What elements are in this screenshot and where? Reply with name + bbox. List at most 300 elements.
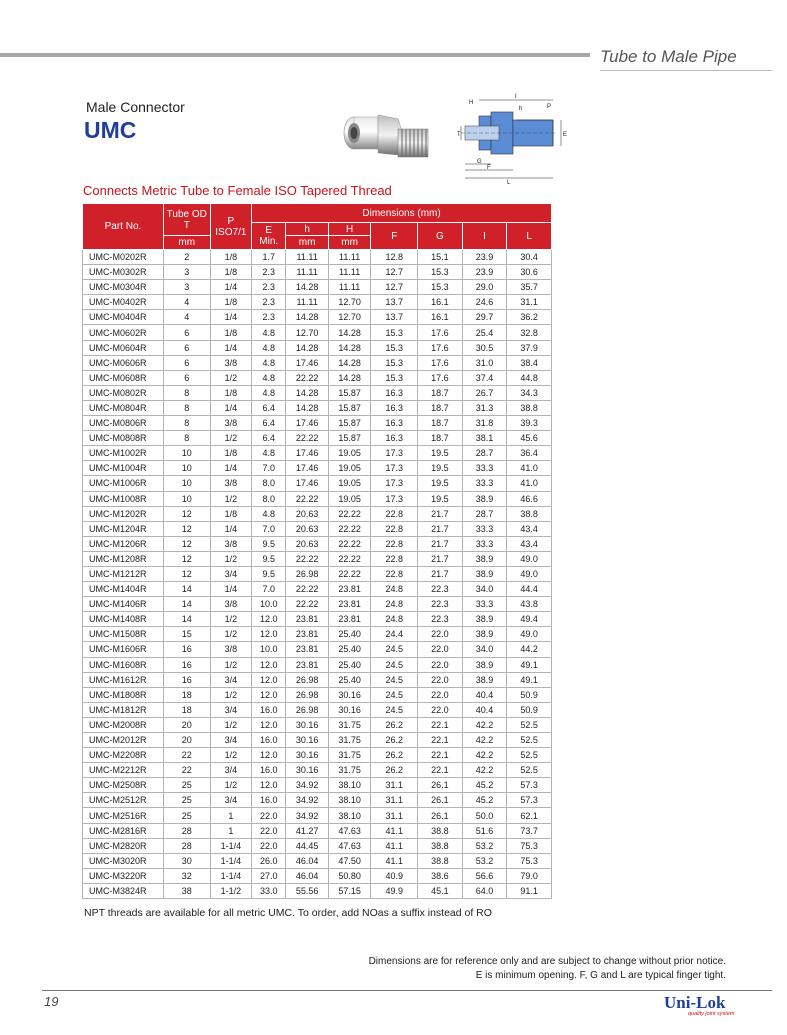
table-cell: 22.1 [418, 733, 463, 748]
table-cell: 38.8 [507, 506, 552, 521]
table-cell: 24.8 [371, 597, 418, 612]
table-cell: 17.6 [418, 370, 463, 385]
table-cell: 12.0 [252, 672, 286, 687]
table-cell: 3/8 [210, 597, 252, 612]
table-cell: 12.7 [371, 265, 418, 280]
table-cell: 12.0 [252, 627, 286, 642]
table-cell: 4.8 [252, 370, 286, 385]
table-cell: 32 [163, 868, 210, 883]
header-l: L [507, 223, 552, 250]
table-cell: UMC-M1004R [83, 461, 164, 476]
drawing-label-i: I [515, 94, 517, 100]
table-cell: 14.28 [328, 340, 371, 355]
table-cell: 35.7 [507, 280, 552, 295]
table-row [83, 566, 552, 581]
table-cell: 18.7 [418, 385, 463, 400]
table-cell: 6 [163, 355, 210, 370]
table-cell: UMC-M1202R [83, 506, 164, 521]
drawing-label-g: G [477, 159, 482, 165]
table-cell: 38.6 [418, 868, 463, 883]
table-cell: 8 [163, 385, 210, 400]
table-cell: 26.1 [418, 793, 463, 808]
header-tube-t: T [183, 219, 190, 231]
table-cell: 38.4 [507, 355, 552, 370]
table-cell: 28 [163, 823, 210, 838]
table-cell: 22.3 [418, 597, 463, 612]
table-cell: UMC-M1404R [83, 582, 164, 597]
table-cell: 4 [163, 310, 210, 325]
table-cell: 22.22 [286, 582, 329, 597]
table-cell: 19.5 [418, 446, 463, 461]
table-cell: 19.5 [418, 461, 463, 476]
table-cell: 1/2 [210, 657, 252, 672]
table-cell: 31.3 [462, 400, 507, 415]
table-cell: 41.1 [371, 823, 418, 838]
table-cell: 8 [163, 400, 210, 415]
table-cell: 1/2 [210, 778, 252, 793]
table-cell: UMC-M0202R [83, 250, 164, 265]
table-cell: 21.7 [418, 566, 463, 581]
table-row [83, 597, 552, 612]
table-row [83, 265, 552, 280]
table-cell: 16.3 [371, 416, 418, 431]
table-cell: 31.0 [462, 355, 507, 370]
table-cell: 1/4 [210, 521, 252, 536]
table-cell: UMC-M0404R [83, 310, 164, 325]
table-cell: 14.28 [286, 385, 329, 400]
table-cell: 44.8 [507, 370, 552, 385]
table-cell: 22.22 [328, 506, 371, 521]
table-cell: 22.22 [328, 521, 371, 536]
table-cell: 1/4 [210, 582, 252, 597]
table-cell: 14.28 [286, 400, 329, 415]
table-cell: 24.5 [371, 672, 418, 687]
table-cell: UMC-M0806R [83, 416, 164, 431]
table-cell: 42.2 [462, 717, 507, 732]
table-cell: 3/8 [210, 642, 252, 657]
table-cell: 79.0 [507, 868, 552, 883]
table-cell: 3 [163, 280, 210, 295]
table-cell: UMC-M0302R [83, 265, 164, 280]
table-cell: 3/4 [210, 763, 252, 778]
table-row [83, 627, 552, 642]
table-cell: 1/2 [210, 627, 252, 642]
table-row [83, 717, 552, 732]
table-cell: 22.3 [418, 612, 463, 627]
table-cell: 6 [163, 340, 210, 355]
table-cell: 49.1 [507, 657, 552, 672]
table-cell: UMC-M0304R [83, 280, 164, 295]
table-cell: 26.98 [286, 702, 329, 717]
table-cell: 14.28 [328, 370, 371, 385]
table-row [83, 250, 552, 265]
table-row [83, 310, 552, 325]
table-cell: 64.0 [462, 883, 507, 898]
table-cell: 49.1 [507, 672, 552, 687]
table-cell: 11.11 [328, 280, 371, 295]
table-cell: 24.5 [371, 687, 418, 702]
table-cell: 10.0 [252, 597, 286, 612]
table-cell: 11.11 [328, 265, 371, 280]
table-cell: 17.46 [286, 446, 329, 461]
header-h-big: H [328, 223, 371, 236]
table-cell: 16.1 [418, 310, 463, 325]
table-cell: UMC-M3824R [83, 883, 164, 898]
table-cell: 1/2 [210, 370, 252, 385]
table-cell: 6 [163, 325, 210, 340]
table-cell: 34.92 [286, 808, 329, 823]
table-cell: 45.1 [418, 883, 463, 898]
table-cell: 4.8 [252, 355, 286, 370]
table-cell: 25 [163, 793, 210, 808]
table-cell: 4.8 [252, 446, 286, 461]
table-cell: 28.7 [462, 446, 507, 461]
table-cell: 37.4 [462, 370, 507, 385]
table-cell: 17.6 [418, 325, 463, 340]
table-cell: 25 [163, 778, 210, 793]
table-cell: 24.8 [371, 612, 418, 627]
table-cell: 2.3 [252, 265, 286, 280]
table-row [83, 355, 552, 370]
table-cell: 33.3 [462, 597, 507, 612]
table-cell: 16 [163, 672, 210, 687]
table-cell: UMC-M1208R [83, 551, 164, 566]
table-cell: UMC-M1606R [83, 642, 164, 657]
table-cell: 1/2 [210, 717, 252, 732]
table-cell: 21.7 [418, 536, 463, 551]
table-cell: 49.0 [507, 566, 552, 581]
table-cell: 34.0 [462, 582, 507, 597]
table-cell: 1/4 [210, 340, 252, 355]
table-cell: 19.05 [328, 491, 371, 506]
table-cell: 25.40 [328, 627, 371, 642]
header-g: G [418, 223, 463, 250]
table-cell: 45.2 [462, 778, 507, 793]
table-cell: 1/2 [210, 551, 252, 566]
table-cell: 51.6 [462, 823, 507, 838]
header-p-label: P [227, 215, 235, 227]
table-cell: 41.1 [371, 853, 418, 868]
table-cell: 30.16 [286, 763, 329, 778]
brand-tagline: quality joint system [688, 1011, 735, 1017]
table-cell: UMC-M0402R [83, 295, 164, 310]
table-row [83, 476, 552, 491]
table-cell: UMC-M1508R [83, 627, 164, 642]
table-cell: 30.16 [328, 702, 371, 717]
table-cell: 30.6 [507, 265, 552, 280]
table-cell: 29.0 [462, 280, 507, 295]
table-cell: 12.0 [252, 778, 286, 793]
table-cell: 15.87 [328, 385, 371, 400]
table-cell: 13.7 [371, 310, 418, 325]
table-cell: 12 [163, 536, 210, 551]
table-cell: 22.1 [418, 763, 463, 778]
table-cell: 18.7 [418, 416, 463, 431]
footer-disclaimer: Dimensions are for reference only and are subject to change without prior notice. [368, 956, 726, 967]
table-cell: 16.0 [252, 702, 286, 717]
table-cell: 1/2 [210, 687, 252, 702]
table-cell: 41.27 [286, 823, 329, 838]
table-cell: 56.6 [462, 868, 507, 883]
table-cell: 38.9 [462, 551, 507, 566]
drawing-label-f: F [487, 165, 491, 171]
table-cell: 12.0 [252, 717, 286, 732]
table-cell: 22 [163, 763, 210, 778]
table-cell: 49.0 [507, 627, 552, 642]
table-cell: 12.0 [252, 612, 286, 627]
table-cell: 22.1 [418, 748, 463, 763]
table-cell: 22.22 [286, 370, 329, 385]
table-cell: 11.11 [328, 250, 371, 265]
table-cell: UMC-M1008R [83, 491, 164, 506]
drawing-label-h2: h [519, 106, 523, 112]
table-cell: UMC-M1006R [83, 476, 164, 491]
table-row [83, 521, 552, 536]
table-cell: 20.63 [286, 521, 329, 536]
table-cell: 41.0 [507, 476, 552, 491]
table-cell: 18.7 [418, 431, 463, 446]
table-cell: 18 [163, 687, 210, 702]
table-cell: 22.0 [252, 808, 286, 823]
table-cell: 19.05 [328, 461, 371, 476]
table-cell: 6 [163, 370, 210, 385]
header-dimensions: Dimensions (mm) [252, 204, 552, 223]
table-cell: 31.8 [462, 416, 507, 431]
table-cell: 22.0 [418, 642, 463, 657]
table-row [83, 340, 552, 355]
table-cell: UMC-M2516R [83, 808, 164, 823]
table-cell: 38.8 [418, 823, 463, 838]
table-cell: 23.81 [286, 612, 329, 627]
table-row [83, 431, 552, 446]
table-cell: 8.0 [252, 476, 286, 491]
table-cell: 38.10 [328, 793, 371, 808]
table-cell: 45.2 [462, 793, 507, 808]
table-row [83, 838, 552, 853]
table-cell: 9.5 [252, 536, 286, 551]
drawing-label-l: L [507, 180, 511, 186]
table-cell: 50.9 [507, 687, 552, 702]
footer-minimum-note: E is minimum opening. F, G and L are typical finger tight. [475, 970, 726, 981]
table-cell: 38.1 [462, 431, 507, 446]
table-row [83, 853, 552, 868]
table-cell: 6.4 [252, 416, 286, 431]
table-cell: 4.8 [252, 506, 286, 521]
table-cell: UMC-M1808R [83, 687, 164, 702]
table-cell: UMC-M0608R [83, 370, 164, 385]
table-cell: 22 [163, 748, 210, 763]
table-cell: 22.3 [418, 582, 463, 597]
table-cell: 42.2 [462, 733, 507, 748]
table-cell: UMC-M1206R [83, 536, 164, 551]
table-body [83, 250, 552, 899]
table-cell: 15.87 [328, 431, 371, 446]
table-cell: 47.63 [328, 838, 371, 853]
table-cell: 22.0 [418, 672, 463, 687]
table-cell: 3/8 [210, 355, 252, 370]
drawing-label-e: E [563, 132, 568, 138]
table-cell: 16.0 [252, 733, 286, 748]
table-cell: 24.8 [371, 582, 418, 597]
table-cell: 46.04 [286, 868, 329, 883]
table-cell: 15.3 [418, 265, 463, 280]
table-cell: 12.0 [252, 687, 286, 702]
table-cell: 19.5 [418, 491, 463, 506]
table-cell: 52.5 [507, 748, 552, 763]
table-cell: 21.7 [418, 551, 463, 566]
table-cell: 38 [163, 883, 210, 898]
table-cell: 15.3 [371, 325, 418, 340]
table-cell: 17.46 [286, 416, 329, 431]
table-cell: 43.4 [507, 536, 552, 551]
table-cell: 19.05 [328, 446, 371, 461]
table-cell: 33.3 [462, 461, 507, 476]
table-cell: 57.15 [328, 883, 371, 898]
brand-logo: Uni-Lok [664, 993, 726, 1012]
table-row [83, 491, 552, 506]
table-cell: 31.1 [371, 778, 418, 793]
table-cell: 17.3 [371, 476, 418, 491]
table-cell: 1-1/2 [210, 883, 252, 898]
table-cell: 12.0 [252, 657, 286, 672]
table-cell: 20.63 [286, 506, 329, 521]
table-cell: 22.0 [418, 702, 463, 717]
table-row [83, 370, 552, 385]
table-cell: UMC-M1408R [83, 612, 164, 627]
header-e [252, 223, 286, 250]
table-cell: 34.0 [462, 642, 507, 657]
table-cell: 39.3 [507, 416, 552, 431]
table-cell: 38.9 [462, 612, 507, 627]
table-cell: 47.50 [328, 853, 371, 868]
header-h-small: h [286, 223, 329, 236]
table-cell: 6.4 [252, 431, 286, 446]
table-cell: 34.3 [507, 385, 552, 400]
table-cell: 3/4 [210, 733, 252, 748]
table-cell: 1/2 [210, 491, 252, 506]
table-cell: 31.75 [328, 748, 371, 763]
table-cell: 22.8 [371, 536, 418, 551]
table-cell: UMC-M2820R [83, 838, 164, 853]
table-cell: 53.2 [462, 838, 507, 853]
table-cell: 22.22 [286, 491, 329, 506]
table-cell: 3/4 [210, 793, 252, 808]
table-cell: 3 [163, 265, 210, 280]
table-cell: 14.28 [328, 355, 371, 370]
header-rule [0, 53, 590, 57]
table-cell: UMC-M1406R [83, 597, 164, 612]
table-cell: 15.3 [371, 370, 418, 385]
table-cell: 1 [210, 808, 252, 823]
table-cell: 26.98 [286, 566, 329, 581]
table-cell: UMC-M0802R [83, 385, 164, 400]
header-mm-h-big: mm [328, 236, 371, 250]
table-cell: 1-1/4 [210, 838, 252, 853]
table-cell: UMC-M1002R [83, 446, 164, 461]
table-cell: 40.9 [371, 868, 418, 883]
product-code: UMC [84, 117, 137, 143]
table-cell: 33.3 [462, 536, 507, 551]
table-cell: 53.2 [462, 853, 507, 868]
table-cell: 38.10 [328, 778, 371, 793]
header-part-no: Part No. [83, 204, 164, 250]
table-cell: 73.7 [507, 823, 552, 838]
table-cell: 38.9 [462, 627, 507, 642]
table-cell: 41.1 [371, 838, 418, 853]
table-cell: 21.7 [418, 521, 463, 536]
table-cell: 23.81 [286, 627, 329, 642]
product-photo [336, 105, 436, 177]
table-cell: 1/8 [210, 325, 252, 340]
table-cell: 6.4 [252, 400, 286, 415]
table-cell: 44.45 [286, 838, 329, 853]
table-cell: 14 [163, 612, 210, 627]
table-cell: 22.22 [328, 536, 371, 551]
table-row [83, 793, 552, 808]
table-row [83, 506, 552, 521]
table-cell: 3/4 [210, 702, 252, 717]
table-cell: 31.75 [328, 763, 371, 778]
table-cell: 15.3 [418, 280, 463, 295]
table-cell: 38.8 [418, 838, 463, 853]
table-cell: 22.22 [328, 566, 371, 581]
table-cell: 33.3 [462, 476, 507, 491]
table-cell: 26.98 [286, 687, 329, 702]
table-cell: 4 [163, 295, 210, 310]
table-cell: 7.0 [252, 461, 286, 476]
table-cell: 1-1/4 [210, 868, 252, 883]
header-i: I [462, 223, 507, 250]
table-cell: UMC-M0804R [83, 400, 164, 415]
table-cell: 15.3 [371, 340, 418, 355]
table-cell: 62.1 [507, 808, 552, 823]
table-row [83, 868, 552, 883]
table-cell: 3/8 [210, 416, 252, 431]
table-cell: 4.8 [252, 325, 286, 340]
table-cell: 40.4 [462, 702, 507, 717]
table-cell: 8.0 [252, 491, 286, 506]
table-cell: 32.8 [507, 325, 552, 340]
table-cell: 1/2 [210, 431, 252, 446]
table-row [83, 551, 552, 566]
table-cell: 20.63 [286, 536, 329, 551]
table-cell: 17.6 [418, 355, 463, 370]
table-cell: UMC-M1212R [83, 566, 164, 581]
table-cell: 22.8 [371, 551, 418, 566]
table-row [83, 582, 552, 597]
table-cell: UMC-M0602R [83, 325, 164, 340]
table-cell: 22.22 [286, 597, 329, 612]
table-cell: 46.6 [507, 491, 552, 506]
table-cell: 30.16 [286, 748, 329, 763]
table-row [83, 612, 552, 627]
table-row [83, 883, 552, 898]
table-cell: 44.2 [507, 642, 552, 657]
table-cell: 26.2 [371, 763, 418, 778]
table-cell: 19.05 [328, 476, 371, 491]
table-cell: 10.0 [252, 642, 286, 657]
table-cell: 52.5 [507, 717, 552, 732]
table-cell: 31.1 [371, 793, 418, 808]
table-cell: 50.80 [328, 868, 371, 883]
table-row [83, 400, 552, 415]
table-cell: UMC-M2512R [83, 793, 164, 808]
table-cell: 27.0 [252, 868, 286, 883]
table-row [83, 748, 552, 763]
table-cell: 26.2 [371, 748, 418, 763]
table-cell: UMC-M1612R [83, 672, 164, 687]
table-cell: 31.75 [328, 717, 371, 732]
